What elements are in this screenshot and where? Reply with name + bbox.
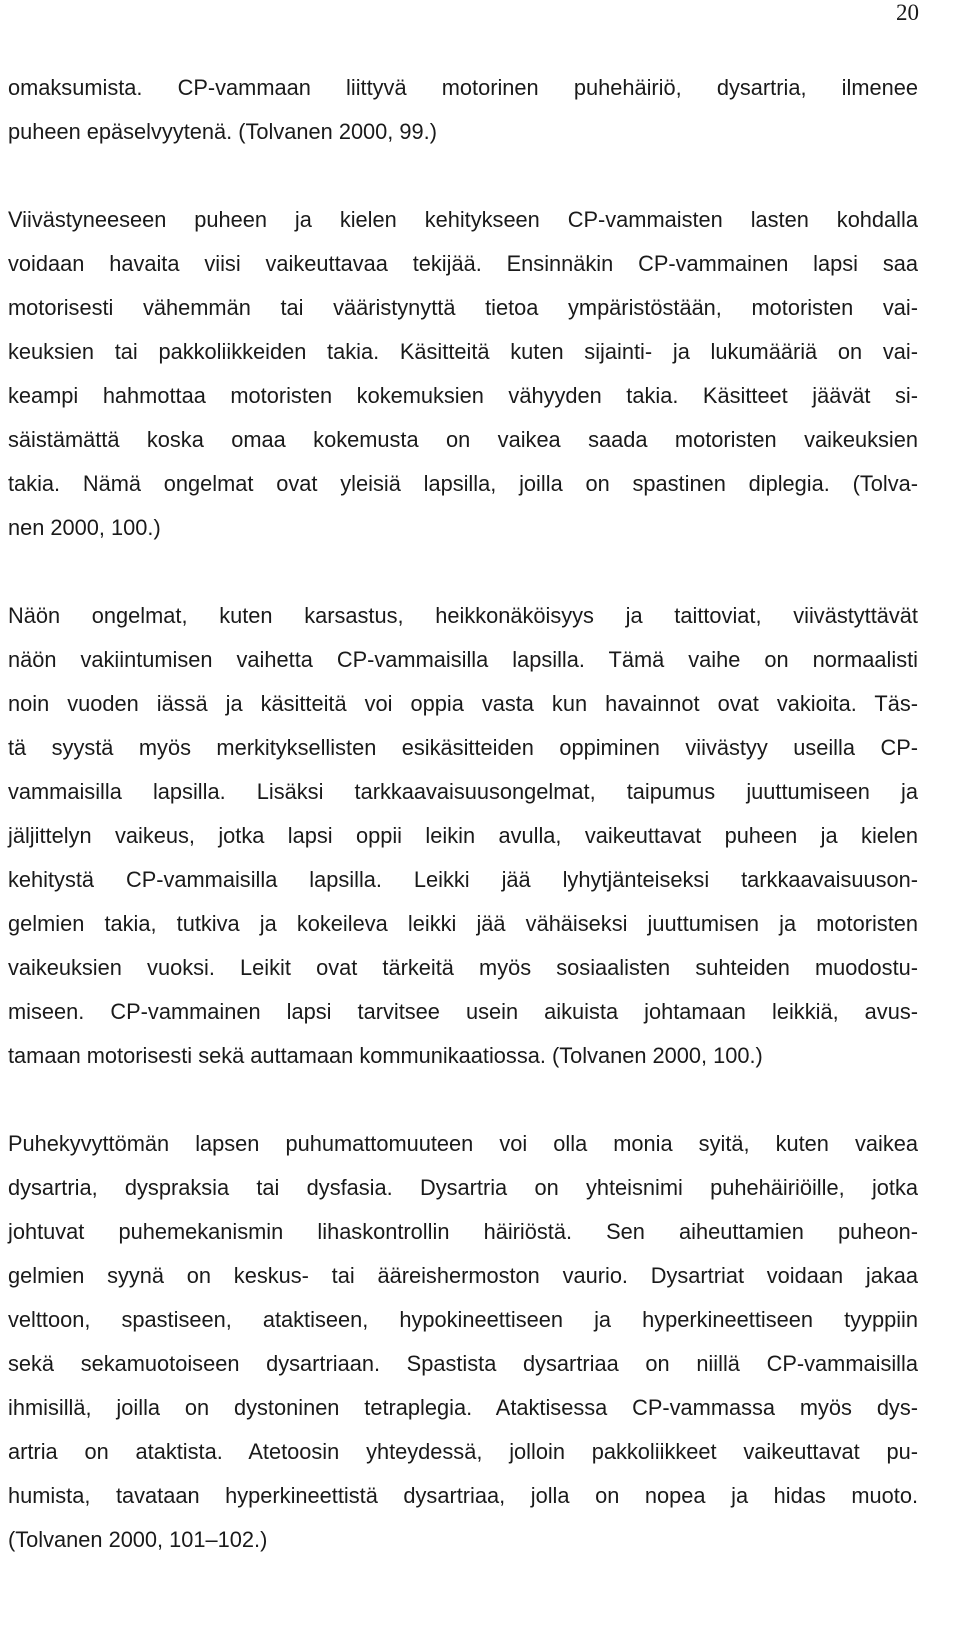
text-line: keuksien tai pakkoliikkeiden takia. Käsitteitä kuten sijainti- ja lukumääriä on vai- xyxy=(8,339,918,364)
text-line: artria on ataktista. Atetoosin yhteydessä, jolloin pakkoliikkeet vaikeuttavat pu- xyxy=(8,1439,918,1464)
text-line: säistämättä koska omaa kokemusta on vaikea saada motoristen vaikeuksien xyxy=(8,427,918,452)
paragraph xyxy=(8,1122,918,1562)
body-text xyxy=(8,66,918,1562)
text-line: takia. Nämä ongelmat ovat yleisiä lapsilla, joilla on spastinen diplegia. (Tolva- xyxy=(8,471,918,496)
text-line: johtuvat puhemekanismin lihaskontrollin häiriöstä. Sen aiheuttamien puheon- xyxy=(8,1219,918,1244)
paragraph xyxy=(8,198,918,550)
text-line: voidaan havaita viisi vaikeuttavaa tekijää. Ensinnäkin CP-vammainen lapsi saa xyxy=(8,251,918,276)
text-line: ihmisillä, joilla on dystoninen tetraplegia. Ataktisessa CP-vammassa myös dys- xyxy=(8,1395,918,1420)
text-line: gelmien takia, tutkiva ja kokeileva leikki jää vähäiseksi juuttumisen ja motoristen xyxy=(8,911,918,936)
text-line: velttoon, spastiseen, ataktiseen, hypokineettiseen ja hyperkineettiseen tyyppiin xyxy=(8,1307,918,1332)
text-line: motorisesti vähemmän tai vääristynyttä tietoa ympäristöstään, motoristen vai- xyxy=(8,295,918,320)
text-line: sekä sekamuotoiseen dysartriaan. Spastista dysartriaa on niillä CP-vammaisilla xyxy=(8,1351,918,1376)
text-line: humista, tavataan hyperkineettistä dysartriaa, jolla on nopea ja hidas muoto. xyxy=(8,1483,918,1508)
text-line: näön vakiintumisen vaihetta CP-vammaisilla lapsilla. Tämä vaihe on normaalisti xyxy=(8,647,918,672)
text-line: tamaan motorisesti sekä auttamaan kommunikaatiossa. (Tolvanen 2000, 100.) xyxy=(8,1043,763,1068)
text-line: gelmien syynä on keskus- tai ääreishermoston vaurio. Dysartriat voidaan jakaa xyxy=(8,1263,918,1288)
text-line: omaksumista. CP-vammaan liittyvä motorinen puhehäiriö, dysartria, ilmenee xyxy=(8,75,918,100)
paragraph xyxy=(8,594,918,1078)
text-line: Näön ongelmat, kuten karsastus, heikkonäköisyys ja taittoviat, viivästyttävät xyxy=(8,603,918,628)
text-line: Puhekyvyttömän lapsen puhumattomuuteen voi olla monia syitä, kuten vaikea xyxy=(8,1131,918,1156)
text-line: vammaisilla lapsilla. Lisäksi tarkkaavaisuusongelmat, taipumus juuttumiseen ja xyxy=(8,779,918,804)
text-line: Viivästyneeseen puheen ja kielen kehitykseen CP-vammaisten lasten kohdalla xyxy=(8,207,918,232)
text-line: (Tolvanen 2000, 101–102.) xyxy=(8,1527,268,1552)
text-line: keampi hahmottaa motoristen kokemuksien vähyyden takia. Käsitteet jäävät si- xyxy=(8,383,918,408)
text-line: tä syystä myös merkityksellisten esikäsitteiden oppiminen viivästyy useilla CP- xyxy=(8,735,918,760)
text-line: kehitystä CP-vammaisilla lapsilla. Leikki jää lyhytjänteiseksi tarkkaavaisuuson- xyxy=(8,867,918,892)
text-line: noin vuoden iässä ja käsitteitä voi oppia vasta kun havainnot ovat vakioita. Täs- xyxy=(8,691,918,716)
paragraph xyxy=(8,66,918,154)
text-line: nen 2000, 100.) xyxy=(8,515,161,540)
text-line: puheen epäselvyytenä. (Tolvanen 2000, 99.) xyxy=(8,119,437,144)
text-line: vaikeuksien vuoksi. Leikit ovat tärkeitä myös sosiaalisten suhteiden muodostu- xyxy=(8,955,918,980)
text-line: miseen. CP-vammainen lapsi tarvitsee usein aikuista johtamaan leikkiä, avus- xyxy=(8,999,918,1024)
page-number: 20 xyxy=(896,0,919,25)
text-line: dysartria, dyspraksia tai dysfasia. Dysartria on yhteisnimi puhehäiriöille, jotka xyxy=(8,1175,918,1200)
text-line: jäljittelyn vaikeus, jotka lapsi oppii leikin avulla, vaikeuttavat puheen ja kielen xyxy=(8,823,918,848)
